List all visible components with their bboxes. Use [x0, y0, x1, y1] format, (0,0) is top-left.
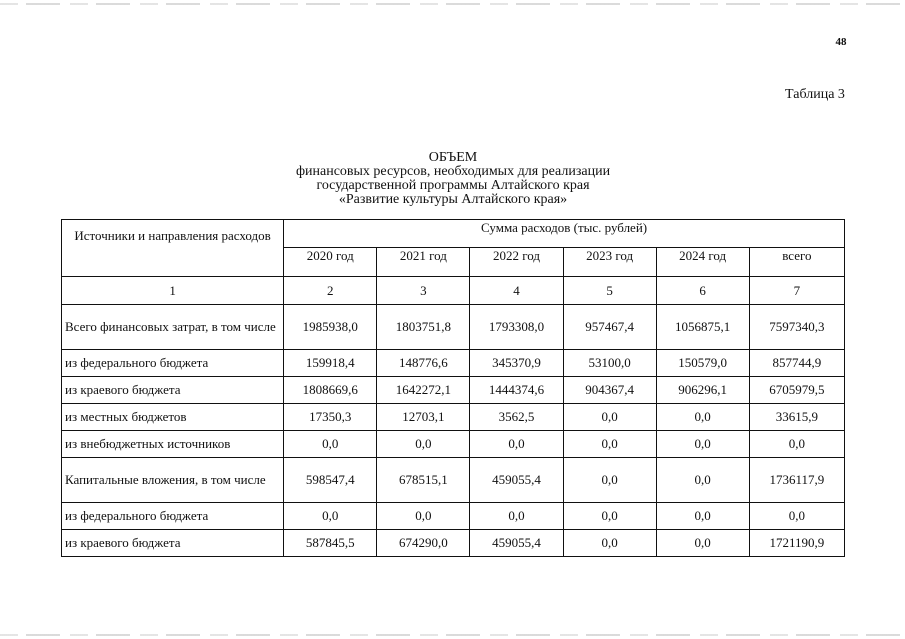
column-number: 4 [470, 277, 563, 305]
page-number: 48 [835, 36, 847, 48]
cell-value: 0,0 [377, 431, 470, 458]
table-row [62, 503, 845, 530]
row-label: из федерального бюджета [62, 350, 284, 377]
cell-value: 587845,5 [284, 530, 377, 557]
cell-value: 1056875,1 [656, 305, 749, 350]
header-total: всего [749, 248, 844, 277]
cell-value: 0,0 [656, 503, 749, 530]
table-label: Таблица 3 [785, 87, 845, 102]
cell-value: 0,0 [563, 431, 656, 458]
table-row [62, 431, 845, 458]
scan-edge-top [0, 3, 905, 5]
cell-value: 53100,0 [563, 350, 656, 377]
table-row [62, 530, 845, 557]
cell-value: 0,0 [749, 503, 844, 530]
cell-value: 0,0 [563, 530, 656, 557]
column-number-row [62, 277, 845, 305]
cell-value: 0,0 [656, 404, 749, 431]
scan-edge-bottom [0, 634, 905, 636]
header-year: 2020 год [284, 248, 377, 277]
cell-value: 678515,1 [377, 458, 470, 503]
column-number: 1 [62, 277, 284, 305]
header-year: 2022 год [470, 248, 563, 277]
row-label: из местных бюджетов [62, 404, 284, 431]
cell-value: 345370,9 [470, 350, 563, 377]
cell-value: 0,0 [656, 458, 749, 503]
cell-value: 0,0 [284, 503, 377, 530]
cell-value: 12703,1 [377, 404, 470, 431]
cell-value: 33615,9 [749, 404, 844, 431]
row-label: из федерального бюджета [62, 503, 284, 530]
cell-value: 957467,4 [563, 305, 656, 350]
cell-value: 1803751,8 [377, 305, 470, 350]
header-source: Источники и направления расходов [62, 220, 284, 277]
header-year: 2021 год [377, 248, 470, 277]
table-row [62, 377, 845, 404]
row-label: Всего финансовых затрат, в том числе [62, 305, 284, 350]
cell-value: 1736117,9 [749, 458, 844, 503]
cell-value: 0,0 [749, 431, 844, 458]
document-title [233, 151, 673, 207]
cell-value: 0,0 [563, 404, 656, 431]
cell-value: 1808669,6 [284, 377, 377, 404]
cell-value: 857744,9 [749, 350, 844, 377]
column-number: 7 [749, 277, 844, 305]
cell-value: 1642272,1 [377, 377, 470, 404]
table-row [62, 458, 845, 503]
table-header-row [62, 220, 845, 248]
table-row [62, 404, 845, 431]
cell-value: 0,0 [377, 503, 470, 530]
column-number: 3 [377, 277, 470, 305]
cell-value: 1793308,0 [470, 305, 563, 350]
cell-value: 598547,4 [284, 458, 377, 503]
row-label: Капитальные вложения, в том числе [62, 458, 284, 503]
cell-value: 0,0 [470, 431, 563, 458]
cell-value: 17350,3 [284, 404, 377, 431]
row-label: из внебюджетных источников [62, 431, 284, 458]
column-number: 5 [563, 277, 656, 305]
cell-value: 6705979,5 [749, 377, 844, 404]
cell-value: 150579,0 [656, 350, 749, 377]
header-year: 2023 год [563, 248, 656, 277]
cell-value: 148776,6 [377, 350, 470, 377]
cell-value: 7597340,3 [749, 305, 844, 350]
table-row [62, 305, 845, 350]
cell-value: 0,0 [656, 431, 749, 458]
cell-value: 1985938,0 [284, 305, 377, 350]
cell-value: 459055,4 [470, 530, 563, 557]
header-year: 2024 год [656, 248, 749, 277]
cell-value: 0,0 [470, 503, 563, 530]
cell-value: 0,0 [284, 431, 377, 458]
cell-value: 459055,4 [470, 458, 563, 503]
title-line: финансовых ресурсов, необходимых для реализации [295, 164, 611, 179]
row-label: из краевого бюджета [62, 530, 284, 557]
header-sum: Сумма расходов (тыс. рублей) [284, 220, 845, 248]
cell-value: 906296,1 [656, 377, 749, 404]
column-number: 2 [284, 277, 377, 305]
cell-value: 3562,5 [470, 404, 563, 431]
cell-value: 674290,0 [377, 530, 470, 557]
cell-value: 0,0 [563, 458, 656, 503]
cell-value: 904367,4 [563, 377, 656, 404]
row-label: из краевого бюджета [62, 377, 284, 404]
cell-value: 1444374,6 [470, 377, 563, 404]
title-main: ОБЪЕМ [428, 150, 478, 165]
table-row [62, 350, 845, 377]
cell-value: 159918,4 [284, 350, 377, 377]
title-line: «Развитие культуры Алтайского края» [338, 192, 568, 207]
cell-value: 0,0 [656, 530, 749, 557]
cell-value: 1721190,9 [749, 530, 844, 557]
cell-value: 0,0 [563, 503, 656, 530]
finance-table [61, 219, 845, 557]
column-number: 6 [656, 277, 749, 305]
title-line: государственной программы Алтайского края [316, 178, 590, 193]
